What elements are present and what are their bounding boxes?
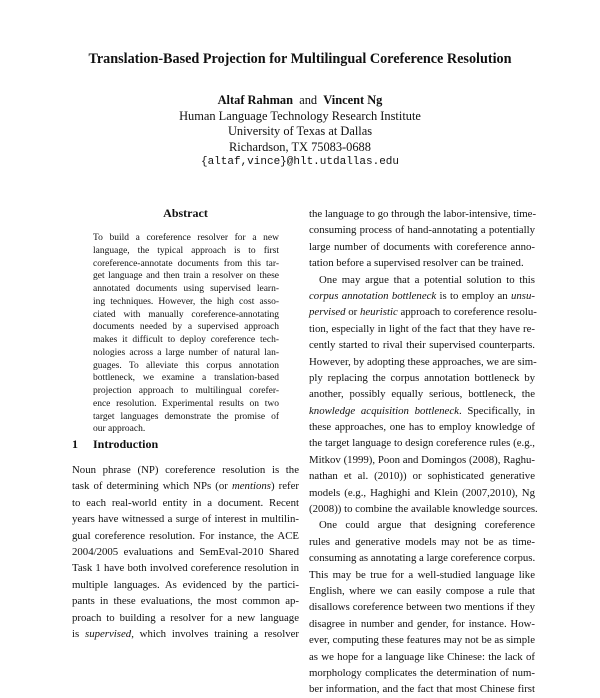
section-title: Introduction [93,437,159,451]
text-run: ber information, and the fact that most Chinese first [309,683,535,696]
body-text-line [72,528,299,544]
body-text-line [72,462,299,478]
body-text-line [309,632,535,648]
body-text-line [309,616,535,632]
paper-title: Translation-Based Projection for Multilingual Coreference Resolution [88,51,512,67]
italic-text: pervised [309,306,346,319]
text-run: ever, computing these features may not be as simple [309,634,535,647]
abstract-line: get language and then train a resolver on these [93,271,279,282]
body-text-line [309,665,535,681]
body-text-line [309,206,535,222]
text-run: 2004/2005 evaluations and SemEval-2010 Shared [72,545,299,558]
text-run: years have witnessed a surge of interest in multilin- [72,513,299,526]
text-run: or [345,306,360,319]
body-text-line [309,583,535,599]
text-run: , which involves training a resolver [131,627,299,640]
body-text-line [309,321,535,337]
text-run: English, where we can easily compose a rule that [309,584,535,597]
italic-text: unsu- [511,289,535,302]
text-run: rules and generative models may not be as time- [309,535,535,548]
text-run: large number of documents with coreference anno- [309,240,535,253]
body-text-line [309,403,535,419]
body-text-line [309,649,535,665]
text-run: tion, especially in light of the fact that they have re- [309,322,535,335]
body-text-line [72,593,299,609]
author-line [0,93,600,109]
author-name-1: Altaf Rahman [217,93,293,107]
text-run: cently started to rival their supervised counterparts. [309,339,535,352]
body-text-line [309,550,535,566]
body-text-line [72,478,299,494]
text-run: multiple languages. As evidenced by the partici- [72,578,299,591]
abstract-line: coreference-annotate documents from this tar- [93,258,279,269]
text-run: One may argue that a potential solution to this [319,273,535,286]
text-run: proach to building a resolver for a new language [72,611,299,624]
text-run: gual coreference resolution. For instance, the ACE [72,529,299,542]
abstract-line: makes it difficult to deploy coreference tech- [93,335,279,345]
body-text-line [72,495,299,511]
body-text-line [309,567,535,583]
body-text-line [309,288,535,304]
author-block [0,93,600,171]
text-run: ply replacing the corpus annotation bottleneck by [309,371,535,384]
abstract-line: bottleneck, we examine a translation-based [93,373,279,384]
body-text-line [309,485,535,501]
intro-body-right-column [309,206,538,698]
text-run: consuming as annotating a large coreference corpus. [309,552,536,565]
text-run: ) refer [270,480,300,493]
author-email: {altaf,vince}@hlt.utdallas.edu [200,156,400,169]
body-text-line [309,599,535,615]
body-text-line [309,681,535,697]
italic-text: mentions [231,480,271,493]
abstract-line: guages. To alleviate this corpus annotation [93,360,279,371]
abstract-line: documents needed by a supervised approach [93,322,279,333]
text-run: disagree in number and gender, for instance. How- [309,617,535,630]
text-run: task of determining which NPs (or [72,480,232,493]
affiliation-line-2: University of Texas at Dallas [227,124,373,139]
text-run: tation before a supervised resolver can be trained. [309,257,524,270]
affiliation-line-1: Human Language Technology Research Institute [179,108,421,123]
abstract-line: our approach. [93,424,146,435]
abstract-line: language, the typical approach is to first [93,245,279,256]
body-text-line [309,517,535,533]
text-run: to each real-world entity in a document. Recent [72,496,299,509]
text-run: This may be true for a well-studied language like [309,568,535,581]
text-run: another, possibly equally serious, bottleneck, the [309,388,535,401]
text-run: is [72,627,85,640]
text-run: these approaches, one has to employ knowledge of [309,421,535,434]
abstract-line: ciated with manually coreference-annotating [93,309,279,320]
text-run: nathan et al. (2010)) or sophisticated generative [309,470,535,483]
text-run: . Specifically, in [458,404,536,417]
body-text-line [309,304,535,320]
body-text-line [309,468,535,484]
text-run: as we hope for a language like Chinese: the lack of [309,650,535,663]
abstract-line: To build a coreference resolver for a new [93,233,279,243]
body-text-line [309,419,535,435]
text-run: One could argue that designing coreference [319,519,535,532]
abstract-line: ing techniques. However, the high cost asso- [93,296,279,307]
text-run: Task 1 have both involved coreference resolution in [72,562,299,575]
italic-text: heuristic [359,306,398,319]
body-text-line [72,577,299,593]
intro-body-left-column [72,462,299,642]
section-number: 1 [72,437,78,451]
body-text-line [309,354,535,370]
text-run: approach to coreference resolu- [397,306,537,319]
text-run: Noun phrase (NP) coreference resolution is the [72,464,299,476]
abstract-line: target languages demonstrate the promise of [93,411,279,422]
body-text-line [309,222,535,238]
text-run: However, by adopting these approaches, we are sim- [309,355,537,368]
body-text-line [72,626,299,642]
italic-text: corpus annotation bottleneck [309,289,437,302]
body-text-line [72,511,299,527]
italic-text: supervised [85,627,132,640]
text-run: consuming process of hand-annotating a potentially [309,224,535,237]
text-run: morphology complicates the determination of num- [309,666,535,679]
text-run: is to employ an [436,289,511,302]
body-text-line [72,544,299,560]
body-text-line [309,452,535,468]
author-name-2: Vincent Ng [323,93,383,107]
abstract-heading: Abstract [163,206,208,220]
text-run: models (e.g., Haghighi and Klein (2007,2010), Ng [309,486,535,499]
body-text-line [309,255,535,271]
body-text-line [309,239,535,255]
body-text-line [72,560,299,576]
body-text-line [72,610,299,626]
text-run: the language to go through the labor-intensive, time- [309,208,537,220]
text-run: pants in these evaluations, the most common ap- [72,595,299,608]
abstract-line: annotated documents using supervised learn- [93,284,279,294]
abstract-body [72,232,279,436]
body-text-line [309,534,535,550]
affiliation-line-3: Richardson, TX 75083-0688 [229,139,371,154]
text-run: Mitkov (1999), Poon and Domingos (2008), Raghu- [309,453,535,466]
abstract-line: ence resolution. Experimental results on two [93,398,279,409]
body-text-line [309,501,538,517]
abstract-section [72,200,299,436]
text-run: the target language to design coreference rules (e.g., [309,437,535,450]
body-text-line [309,386,535,402]
section-heading-introduction [72,437,158,451]
body-text-line [309,337,535,353]
abstract-line: nologies across a large number of natural lan- [93,347,279,358]
text-run: disallows coreference between two mentions if they [309,601,535,614]
author-separator: and [299,93,318,107]
body-text-line [309,272,535,288]
italic-text: knowledge acquisition bottleneck [309,404,459,417]
text-run: (2008)) to combine the available knowledge sources. [309,503,538,516]
abstract-line: projection approach to multilingual corefer- [93,386,279,396]
body-text-line [309,435,535,451]
body-text-line [309,370,535,386]
